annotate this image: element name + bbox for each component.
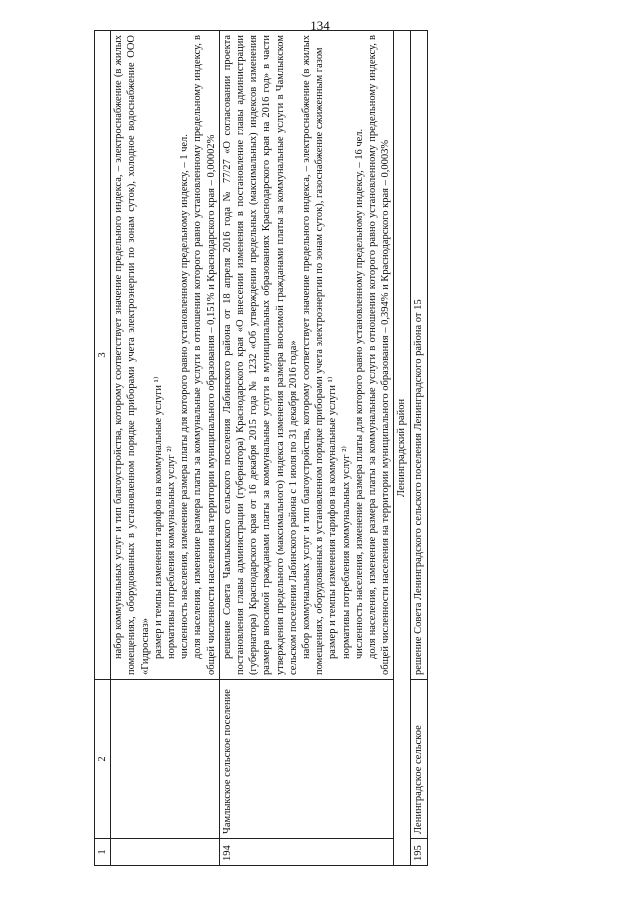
continuation-num-cell [111,839,220,866]
header-col-1: 1 [95,839,111,866]
continuation-para-3: нормативы потребления коммунальных услуг ²⁾ [166,446,178,659]
settlement-name: Чамлыкское сельское поселение [219,680,394,839]
row-195-text: решение Совета Ленинградского сельского поселения Ленинградского района от 15 [410,31,427,680]
row-194-para-5: численность населения, изменение размера платы для которого равно установленному предельному индексу, – 16 чел. [353,128,365,659]
row-194-para-1: решение Совета Чамлыкского сельского поселения Лабинского района от 18 апреля 2016 года № 77/27 «О согласовании проекта постановления главы администрации (губернатора) Краснодарского края «О внесении изменения в постановление главы администрации (губернатора) Краснодарского края от 16 декабря 2015 года № 1232 «Об утверждении предельных (максимальных) индексов изменения размера вносимой гражданами платы за коммунальные услуги в муниципальных образованиях Краснодарского края на 2016 год» в части утверждения предельного (максимального) индекса изменения размера вносимой гражданами платы за коммунальные услуги в Чамлыкском сельском поселении Лабинского района с 1 июля по 31 декабря 2016 года» [221,35,299,675]
row-194-para-6: доля населения, изменение размера платы за коммунальные услуги в отношении которого равно установленному предельному индексу, в общей численности населения на территории муниципального образования – 0,394% и Краснодарского края – 0,0003% [367,35,392,675]
row-number: 194 [219,839,394,866]
continuation-para-2: размер и темпы изменения тарифов на коммунальные услуги ¹⁾ [152,376,164,659]
continuation-para-1: набор коммунальных услуг и тип благоустройства, которому соответствует значение предельного индекса, – электроснабжение (в жилых помещениях, оборудованных в установленном порядке приборами учета электроэнергии по зонам суток), холодное водоснабжение ООО «Гидросназ» [113,35,151,675]
continuation-para-4: численность населения, изменение размера платы для которого равно установленному предельному индексу, – 1 чел. [179,134,191,659]
header-col-3: 3 [95,31,111,680]
table-row-195 [410,31,427,866]
district-heading-row [394,31,410,866]
row-number: 195 [410,839,427,866]
page-number: 134 [310,18,330,33]
settlement-name: Ленинградское сельское [410,680,427,839]
continuation-para-5: доля населения, изменение размера платы за коммунальные услуги в отношении которого равно установленному предельному индексу, в общей численности населения на территории муниципального образования – 0,151% и Краснодарского края – 0,00002% [192,35,217,675]
row-194-para-3: размер и темпы изменения тарифов на коммунальные услуги ¹⁾ [327,376,339,659]
table-row-194 [219,31,394,866]
rotated-table-sheet [94,35,610,866]
row-194-para-4: нормативы потребления коммунальных услуг ²⁾ [340,446,352,659]
tariff-table [94,30,428,866]
continuation-row [111,31,220,866]
continuation-name-cell [111,680,220,839]
district-heading: Ленинградский район [394,31,410,866]
continuation-text-cell [111,31,220,680]
header-col-2: 2 [95,680,111,839]
row-194-text-cell [219,31,394,680]
table-header-row [95,31,111,866]
row-194-para-2: набор коммунальных услуг и тип благоустройства, которому соответствует значение предельного индекса, – электроснабжение (в жилых помещениях, оборудованных в установленном порядке приборами учета электроэнергии по зонам суток), газоснабжение сжиженным газом [301,35,326,675]
